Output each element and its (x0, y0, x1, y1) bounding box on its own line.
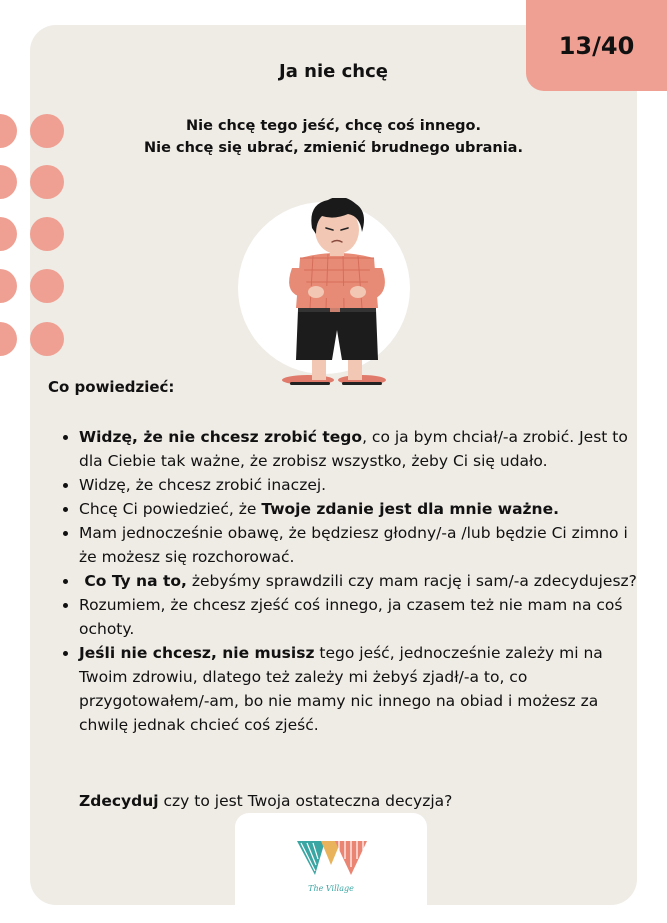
decor-dot (0, 269, 17, 303)
tip-text: Chcę Ci powiedzieć, że (79, 500, 262, 518)
closing-bold: Zdecyduj (79, 792, 159, 810)
decor-dot (30, 322, 64, 356)
tip-text: żebyśmy sprawdzili czy mam rację i sam/-a zdecydujesz? (186, 572, 637, 590)
tip-text: tego jeść, jednocześnie zależy mi na Twoim zdrowiu, dlatego też zależy mi żebyś zjadł/-a to, co przygotowałem/-am, bo nie mamy nic innego na obiad i możesz za chwilę jednak chcieć coś zjeść. (79, 644, 603, 734)
page-title: Ja nie chcę (279, 61, 388, 82)
subtitle (0, 115, 667, 159)
village-logo-icon (235, 813, 427, 883)
list-item (79, 641, 639, 737)
tip-text: , co ja bym chciał/-a zrobić. Jest to dla Ciebie tak ważne, że zrobisz wszystko, żeby Ci się udało. (79, 428, 628, 470)
tip-text: Widzę, że chcesz zrobić inaczej. (79, 476, 327, 494)
tip-text: Mam jednocześnie obawę, że będziesz głodny/-a /lub będzie Ci zimno i że możesz się rozchorować. (79, 524, 628, 566)
subtitle-line: Nie chcę się ubrać, zmienić brudnego ubrania. (144, 140, 523, 156)
list-item (79, 473, 639, 497)
decor-dot (30, 269, 64, 303)
closing-text: czy to jest Twoja ostateczna decyzja? (158, 792, 453, 810)
list-item (79, 497, 639, 521)
shirt (296, 253, 378, 308)
boy-illustration (238, 198, 418, 388)
tip-bold: Jeśli nie chcesz, nie musisz (79, 644, 315, 662)
closing-line (79, 789, 452, 813)
tips-list (62, 425, 639, 737)
section-heading: Co powiedzieć: (48, 378, 175, 396)
tip-bold: Co Ty na to, (79, 572, 187, 590)
decor-dot (0, 322, 17, 356)
page-counter: 13/40 (526, 0, 667, 91)
decor-dot (30, 217, 64, 251)
list-item (79, 521, 639, 569)
subtitle-line: Nie chcę tego jeść, chcę coś innego. (185, 118, 482, 134)
list-item (79, 569, 639, 593)
decor-dot (30, 165, 64, 199)
list-item (79, 425, 639, 473)
tip-bold: Twoje zdanie jest dla mnie ważne. (261, 500, 559, 518)
tip-bold: Widzę, że nie chcesz zrobić tego (79, 428, 363, 446)
tip-text: Rozumiem, że chcesz zjeść coś innego, ja czasem też nie mam na coś ochoty. (79, 596, 623, 638)
decor-dot (0, 217, 17, 251)
logo-panel (235, 813, 427, 905)
list-item (79, 593, 639, 641)
decor-dot (0, 165, 17, 199)
logo-caption: The Village (308, 884, 354, 893)
